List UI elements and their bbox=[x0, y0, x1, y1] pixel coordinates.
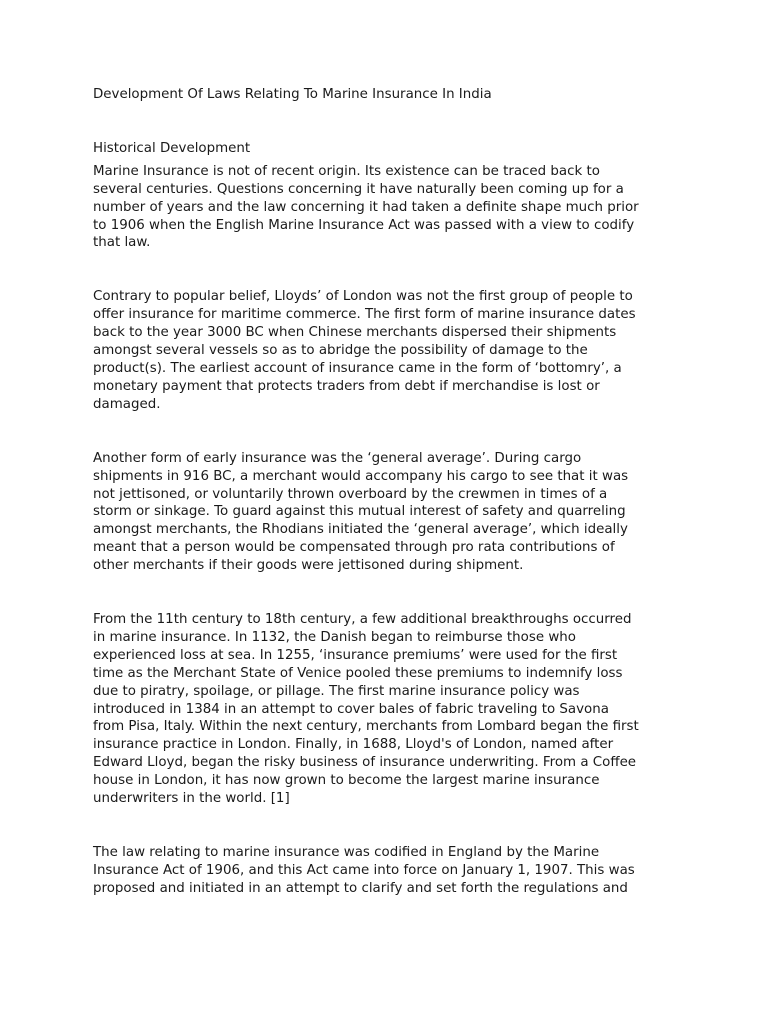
paragraph-breakthroughs bbox=[93, 611, 683, 808]
text-line: to 1906 when the English Marine Insurance Act was passed with a view to codify bbox=[93, 217, 635, 233]
text-line: monetary payment that protects traders from debt if merchandise is lost or bbox=[93, 378, 600, 394]
text-line: other merchants if their goods were jettisoned during shipment. bbox=[93, 558, 524, 574]
text-line: meant that a person would be compensated through pro rata contributions of bbox=[93, 540, 615, 556]
text-line: number of years and the law concerning it had taken a definite shape much prior bbox=[93, 199, 639, 215]
text-line: due to piratry, spoilage, or pillage. The first marine insurance policy was bbox=[93, 683, 580, 699]
paragraph-origin bbox=[93, 163, 683, 253]
text-line: several centuries. Questions concerning it have naturally been coming up for a bbox=[93, 181, 624, 197]
text-line: house in London, it has now grown to become the largest marine insurance bbox=[93, 773, 600, 789]
text-line: offer insurance for maritime commerce. The first form of marine insurance dates bbox=[93, 307, 636, 323]
text-line: experienced loss at sea. In 1255, ‘insurance premiums’ were used for the first bbox=[93, 647, 618, 663]
document-title: Development Of Laws Relating To Marine Insurance In India bbox=[93, 87, 492, 102]
paragraph-lloyds bbox=[93, 288, 683, 413]
text-line: storm or sinkage. To guard against this mutual interest of safety and quarreling bbox=[93, 504, 626, 520]
text-line: Insurance Act of 1906, and this Act came into force on January 1, 1907. This was bbox=[93, 862, 635, 878]
text-line: proposed and initiated in an attempt to clarify and set forth the regulations and bbox=[93, 880, 628, 896]
text-line: from Pisa, Italy. Within the next century, merchants from Lombard began the first bbox=[93, 719, 639, 735]
text-line: product(s). The earliest account of insurance came in the form of ‘bottomry’, a bbox=[93, 360, 622, 376]
text-line: shipments in 916 BC, a merchant would accompany his cargo to see that it was bbox=[93, 468, 629, 484]
text-line: in marine insurance. In 1132, the Danish began to reimburse those who bbox=[93, 629, 576, 645]
text-line: amongst several vessels so as to abridge the possibility of damage to the bbox=[93, 343, 588, 359]
text-line: From the 11th century to 18th century, a few additional breakthroughs occurred bbox=[93, 612, 632, 628]
text-line: Edward Lloyd, began the risky business of insurance underwriting. From a Coffee bbox=[93, 755, 637, 771]
document-body bbox=[93, 86, 683, 898]
text-line: damaged. bbox=[93, 396, 161, 412]
text-line: back to the year 3000 BC when Chinese merchants dispersed their shipments bbox=[93, 325, 617, 341]
text-line: Contrary to popular belief, Lloyds’ of London was not the first group of people to bbox=[93, 289, 633, 305]
text-line: The law relating to marine insurance was codified in England by the Marine bbox=[93, 845, 600, 860]
paragraph-codification bbox=[93, 844, 683, 898]
text-line: insurance practice in London. Finally, in 1688, Lloyd's of London, named after bbox=[93, 737, 614, 753]
text-line: time as the Merchant State of Venice pooled these premiums to indemnify loss bbox=[93, 665, 623, 681]
text-line: amongst merchants, the Rhodians initiated the ‘general average’, which ideally bbox=[93, 522, 628, 538]
section-heading: Historical Development bbox=[93, 140, 251, 156]
text-line: Another form of early insurance was the ‘general average’. During cargo bbox=[93, 450, 582, 466]
text-line: not jettisoned, or voluntarily thrown overboard by the crewmen in times of a bbox=[93, 486, 608, 502]
text-line: underwriters in the world. [1] bbox=[93, 791, 290, 807]
text-line: introduced in 1384 in an attempt to cover bales of fabric traveling to Savona bbox=[93, 701, 609, 717]
paragraph-general-average bbox=[93, 450, 683, 575]
text-line: that law. bbox=[93, 235, 151, 251]
text-line: Marine Insurance is not of recent origin. Its existence can be traced back to bbox=[93, 163, 600, 179]
